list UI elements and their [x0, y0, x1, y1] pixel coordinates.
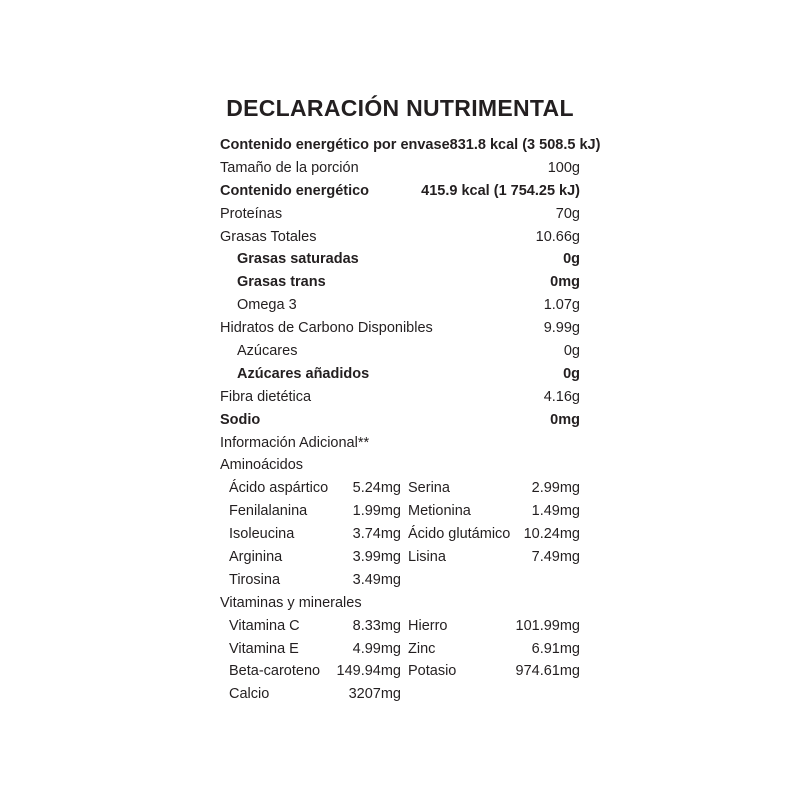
- nutrient-value: 415.9 kcal (1 754.25 kJ): [421, 182, 580, 199]
- amino-value: 3.74mg: [352, 526, 401, 543]
- nutrient-value: 831.8 kcal (3 508.5 kJ): [449, 137, 601, 153]
- nutrient-label: Fibra dietética: [220, 388, 312, 405]
- nutrient-label: Tamaño de la porción: [220, 159, 359, 176]
- mineral-value: 6.91mg: [531, 640, 580, 657]
- nutrition-table: [220, 134, 601, 706]
- amino-value: 1.99mg: [352, 503, 401, 520]
- nutrient-value: 100g: [547, 159, 580, 176]
- mineral-name: Calcio: [229, 686, 270, 703]
- nutrient-row: [220, 409, 580, 432]
- amino-value: 7.49mg: [531, 549, 580, 566]
- nutrient-value: 10.66g: [535, 228, 580, 245]
- nutrient-label: Contenido energético por envase: [220, 137, 450, 153]
- amino-name: Ácido aspártico: [229, 480, 329, 497]
- amino-row: [220, 546, 580, 569]
- vitamin-row: [220, 638, 580, 661]
- vitamin-name: Beta-caroteno: [229, 663, 321, 680]
- vitamin-value: 149.94mg: [336, 663, 401, 680]
- mineral-name: Hierro: [408, 617, 448, 634]
- nutrient-value: 0g: [563, 343, 580, 360]
- amino-name: Isoleucina: [229, 526, 295, 543]
- vitamin-name: Vitamina C: [229, 617, 300, 634]
- mineral-value: 974.61mg: [515, 663, 580, 680]
- amino-value: 3.99mg: [352, 549, 401, 566]
- amino-name: Ácido glutámico: [408, 526, 511, 543]
- nutrient-row: [220, 294, 580, 317]
- nutrient-row: [220, 203, 580, 226]
- amino-value: 3.49mg: [352, 571, 401, 588]
- vitamin-row: [220, 683, 580, 706]
- amino-row: [220, 569, 580, 592]
- nutrient-row: [220, 157, 580, 180]
- nutrient-row: [220, 248, 580, 271]
- nutrient-row: [220, 386, 580, 409]
- amino-row: [220, 523, 580, 546]
- nutrient-label: Omega 3: [237, 297, 297, 314]
- amino-value: 10.24mg: [523, 526, 580, 543]
- vitamin-row: [220, 660, 580, 683]
- nutrient-value: 9.99g: [543, 320, 580, 337]
- nutrient-label: Hidratos de Carbono Disponibles: [220, 320, 433, 337]
- nutrient-label: Grasas trans: [237, 274, 326, 291]
- nutrient-row: [220, 180, 580, 203]
- mineral-name: Potasio: [408, 663, 457, 680]
- vitamin-value: 8.33mg: [352, 617, 401, 634]
- nutrient-value: 0mg: [550, 274, 580, 291]
- nutrient-row: [220, 317, 580, 340]
- nutrient-label: Grasas saturadas: [237, 251, 359, 268]
- nutrient-label: Sodio: [220, 411, 261, 428]
- amino-name: Metionina: [408, 503, 471, 520]
- nutrient-value: 0g: [563, 365, 580, 382]
- nutrient-row: [220, 340, 580, 363]
- nutrient-row: [220, 134, 601, 157]
- nutrient-value: 70g: [555, 205, 580, 222]
- mineral-value: 3207mg: [348, 686, 401, 703]
- nutrient-value: 1.07g: [543, 297, 580, 314]
- nutrient-label: Azúcares: [237, 343, 298, 360]
- amino-name: Lisina: [408, 549, 446, 566]
- nutrient-label: Grasas Totales: [220, 228, 317, 245]
- nutrient-row: [220, 363, 580, 386]
- nutrient-row: [220, 226, 580, 249]
- vitamin-value: 4.99mg: [352, 640, 401, 657]
- amino-value: 2.99mg: [531, 480, 580, 497]
- nutrient-value: 0mg: [550, 411, 580, 428]
- nutrient-value: 4.16g: [543, 388, 580, 405]
- amino-value: 1.49mg: [531, 503, 580, 520]
- amino-heading: Aminoácidos: [220, 457, 304, 474]
- mineral-name: Zinc: [408, 640, 436, 657]
- vitamins-heading: Vitaminas y minerales: [220, 594, 362, 611]
- nutrient-label: Azúcares añadidos: [237, 365, 370, 382]
- amino-row: [220, 477, 580, 500]
- nutrient-label: Proteínas: [220, 205, 283, 222]
- vitamin-row: [220, 615, 580, 638]
- amino-name: Tirosina: [229, 571, 281, 588]
- amino-value: 5.24mg: [352, 480, 401, 497]
- info-heading: Información Adicional**: [220, 434, 370, 451]
- amino-row: [220, 500, 580, 523]
- nutrient-row: [220, 271, 580, 294]
- nutrient-value: 0g: [563, 251, 580, 268]
- nutrient-label: Contenido energético: [220, 182, 370, 199]
- page-title: DECLARACIÓN NUTRIMENTAL: [226, 95, 574, 121]
- mineral-value: 101.99mg: [515, 617, 580, 634]
- amino-name: Arginina: [229, 549, 283, 566]
- amino-name: Serina: [408, 480, 450, 497]
- vitamin-name: Vitamina E: [229, 640, 299, 657]
- amino-name: Fenilalanina: [229, 503, 308, 520]
